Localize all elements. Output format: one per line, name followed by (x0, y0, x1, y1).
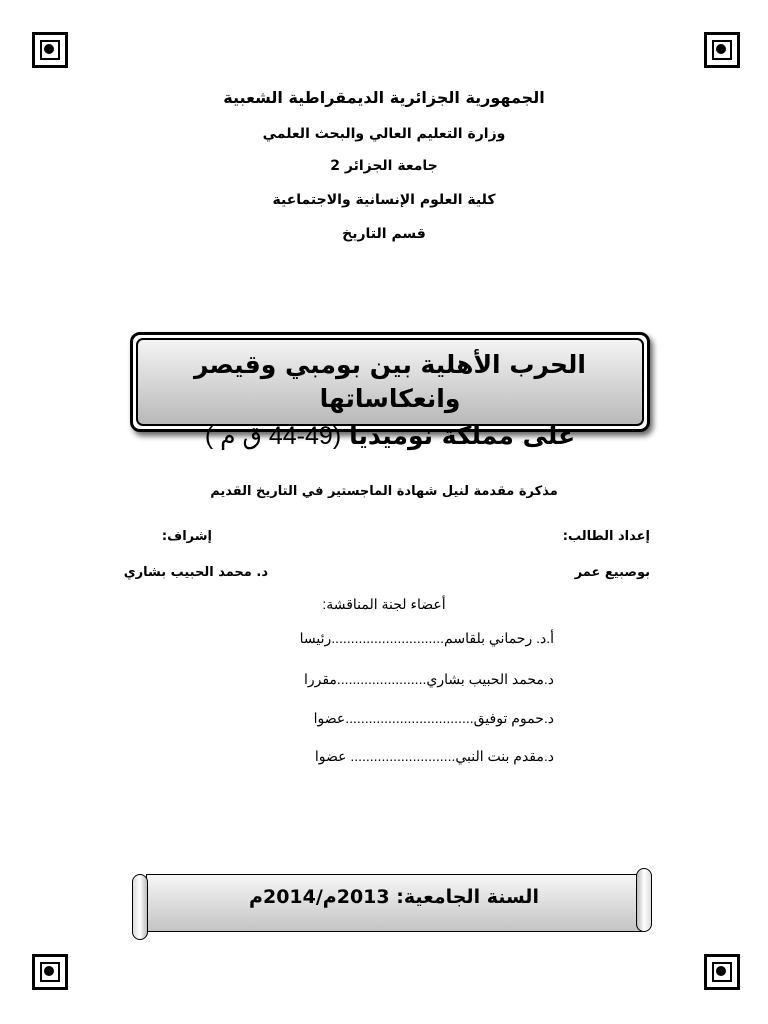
university-heading: جامعة الجزائر 2 (330, 158, 438, 174)
committee-member: د.حموم توفيق.................................عضوا (313, 710, 554, 726)
corner-ornament-top-right (700, 28, 740, 68)
corner-ornament-top-left (28, 28, 68, 68)
department-heading: قسم التاريخ (342, 226, 426, 242)
committee-title: أعضاء لجنة المناقشة: (322, 596, 446, 612)
ministry-heading: وزارة التعليم العالي والبحث العلمي (262, 126, 506, 142)
thesis-purpose: مذكرة مقدمة لنيل شهادة الماجستير في التاريخ القديم (210, 484, 558, 499)
republic-heading: الجمهورية الجزائرية الديمقراطية الشعبية (223, 88, 545, 107)
academic-year-scroll (132, 868, 652, 940)
thesis-title-kingdom: على مملكة نوميديا (349, 421, 576, 450)
academic-year: السنة الجامعية: 2013م/2014م (249, 886, 539, 908)
student-name: بوصبيع عمر (574, 565, 650, 580)
committee-member: أ.د. رحماني بلقاسم.............................رئيسا (299, 630, 554, 646)
faculty-heading: كلية العلوم الإنسانية والاجتماعية (272, 192, 496, 208)
thesis-title-box (130, 332, 650, 450)
supervisor-name: د. محمد الحبيب بشاري (123, 565, 268, 580)
thesis-title-line1: الحرب الأهلية بين بومبي وقيصر وانعكاساتها (194, 350, 586, 413)
committee-member: د.محمد الحبيب بشاري.......................مقررا (303, 671, 554, 687)
thesis-title-line2 (138, 416, 642, 456)
corner-ornament-bottom-left (28, 950, 68, 990)
committee-member: د.مقدم بنت النبي........................... عضوا (314, 748, 554, 764)
prepared-by-label: إعداد الطالب: (562, 529, 650, 544)
supervision-label: إشراف: (161, 529, 212, 544)
corner-ornament-bottom-right (700, 950, 740, 990)
thesis-title-dates: (49-44 ق م ) (204, 422, 342, 450)
